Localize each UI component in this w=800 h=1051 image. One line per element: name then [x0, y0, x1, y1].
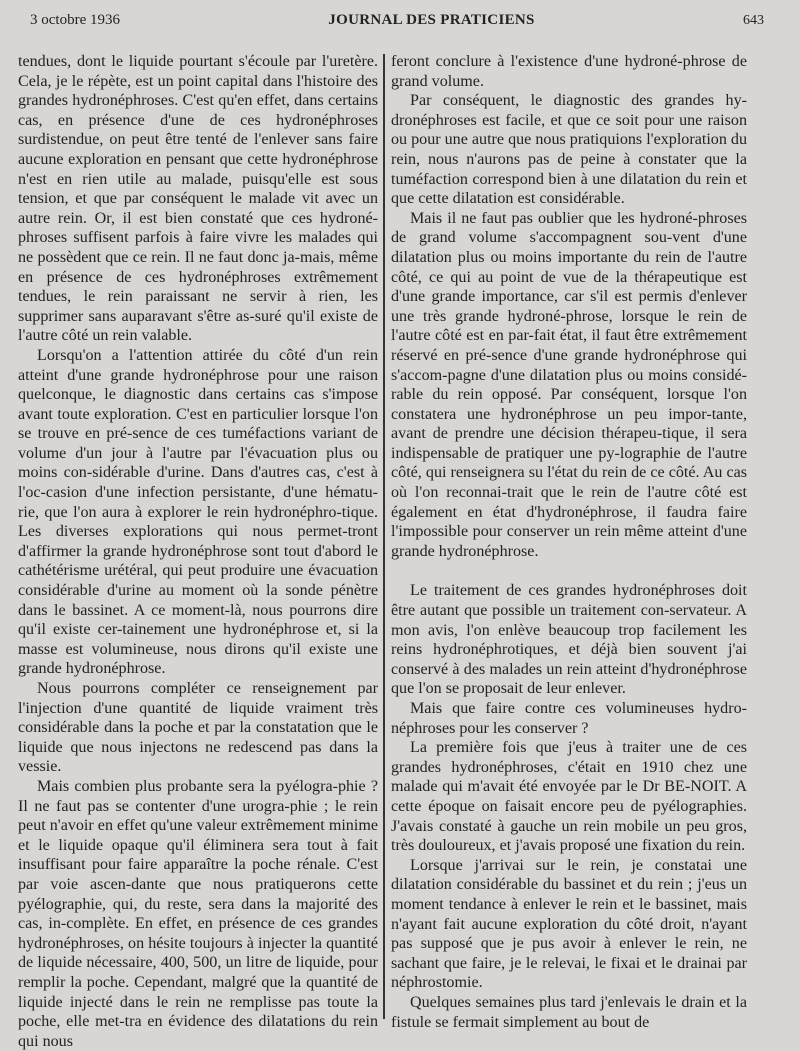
paragraph: Par conséquent, le diagnostic des grandes hy-dronéphroses est facile, et que ce soit pour une raison ou pour une autre que nous pratiquions l'exploration du rein, nous n'aurons pas de peine à constater que la tuméfaction correspond bien à une dilatation du rein et que cette dilatation est considérable.	[391, 92, 747, 208]
column-divider	[383, 54, 385, 1019]
section-break	[391, 561, 747, 581]
paragraph: Quelques semaines plus tard j'enlevais le drain et la fistule se fermait simplement au bout de	[391, 993, 747, 1031]
paragraph: Le traitement de ces grandes hydronéphroses doit être autant que possible un traitement con-servateur. A mon avis, l'on enlève beaucoup trop facilement les reins hydronéphrotiques, et déjà bien souvent j'ai conservé à des malades un rein atteint d'hydronéphrose que l'on se proposait de leur enlever.	[391, 582, 747, 698]
issue-date: 3 octobre 1936	[30, 12, 120, 28]
paragraph: Lorsqu'on a l'attention attirée du côté d'un rein atteint d'une grande hydronéphrose pour une raison quelconque, le diagnostic dans certains cas s'impose avant toute exploration. C'est en particulier lorsque l'on se trouve en pré-sence de ces tuméfactions variant de volume d'un jour à l'autre par l'évacuation plus ou moins con-sidérable d'urine. Dans d'autres cas, c'est à l'oc-casion d'une infection persistante, d'une hématu-rie, que l'on aura à explorer le rein hydronéphro-tique. Les diverses explorations qui nous permet-tront d'affirmer la grande hydronéphrose sont tout d'abord le cathétérisme urétéral, qui peut produire une évacuation considérable d'urine au moment où la sonde pénètre dans le bassinet. A ce moment-là, nous pourrons dire qu'il existe cer-tainement une hydronéphrose et, si la masse est volumineuse, nous dirons qu'il existe une grande hydronéphrose.	[18, 346, 378, 678]
paragraph: feront conclure à l'existence d'une hydroné-phrose de grand volume.	[391, 53, 747, 90]
paragraph: tendues, dont le liquide pourtant s'écoule par l'uretère. Cela, je le répète, est un point capital dans l'histoire des grandes hydronéphroses. C'est qu'en effet, dans certains cas, en présence d'une de ces hydronéphroses surdistendue, on peut être tenté de l'enlever sans faire aucune exploration en pensant que cette hydronéphrose n'est en rien utile au malade, puisqu'elle est sous tension, et que par conséquent le malade vit avec un autre rein. Or, il est bien constaté que ces hydroné-phroses suffisent parfois à faire vivre les malades qui ne possèdent que ce rein. Il ne faut donc ja-mais, même en présence de ces hydronéphroses extrêmement tendues, le rein paraissant ne servir à rien, les supprimer sans auparavant s'être as-suré qu'il existe de l'autre côté un rein valable.	[18, 53, 378, 345]
left-column	[18, 52, 378, 1051]
running-header	[30, 12, 770, 34]
paragraph: Mais combien plus probante sera la pyélogra-phie ? Il ne faut pas se contenter d'une urogra-phie ; le rein peut n'avoir en effet qu'une valeur extrêmement minime et le liquide opaque qu'il éliminera sera tout à fait insuffisant pour faire apparaître la poche rénale. C'est par voie ascen-dante que nous pratiquerons cette pyélographie, qui, du reste, sera dans la majorité des cas, in-complète. En effet, en présence de ces grandes hydronéphroses, on hésite toujours à injecter la quantité de liquide nécessaire, 400, 500, un litre de liquide, pour remplir la poche. Cependant, malgré que la quantité de liquide injecté dans le rein ne remplisse pas toute la poche, elle met-tra en évidence des dilatations du rein qui nous	[18, 777, 378, 1050]
paragraph: La première fois que j'eus à traiter une de ces grandes hydronéphroses, c'était en 1910 chez une malade qui m'avait été envoyée par le Dr BE-NOIT. A cette époque on faisait encore peu de pyélographies. J'avais constaté à gauche un rein mobile un peu gros, très douloureux, et j'avais proposé une fixation du rein.	[391, 739, 747, 855]
journal-title: JOURNAL DES PRATICIENS	[328, 12, 535, 28]
right-column	[391, 52, 747, 1032]
paragraph: Nous pourrons compléter ce renseignement par l'injection d'une quantité de liquide vraiment très considérable dans la poche et par la constatation que le liquide que nous injectons ne redescend pas dans la vessie.	[18, 680, 378, 776]
page-number: 643	[742, 13, 764, 28]
paragraph: Lorsque j'arrivai sur le rein, je constatai une dilatation considérable du bassinet et du rein ; j'eus un moment tendance à enlever le rein et le bassinet, mais n'ayant fait aucune exploration du côté droit, n'ayant pas supposé que je pus avoir à enlever le rein, ne sachant que faire, je le relevai, le fixai et le drainai par néphrostomie.	[391, 856, 747, 992]
paragraph: Mais il ne faut pas oublier que les hydroné-phroses de grand volume s'accompagnent sou-vent d'une dilatation plus ou moins importante du rein de l'autre côté, ce qui au point de vue de la thérapeutique est d'une grande importance, car s'il est permis d'enlever une très grande hydroné-phrose, lorsque le rein de l'autre côté est en par-fait état, il faut être extrêmement réservé en pré-sence d'une grande hydronéphrose qui s'accom-pagne d'une dilatation plus ou moins considé-rable du rein opposé. Par conséquent, lorsque l'on constatera une hydronéphrose un peu impor-tante, avant de prendre une décision thérapeu-tique, il sera indispensable de pratiquer une py-lographie de l'autre côté, qui renseignera su l'état du rein de ce côté. Au cas où l'on reconnai-trait que le rein de l'autre côté est également en état d'hydronéphrose, il faudra faire l'impossible pour conserver un rein même atteint d'une grande hydronéphrose.	[391, 209, 747, 560]
paragraph: Mais que faire contre ces volumineuses hydro-néphroses pour les conserver ?	[391, 700, 747, 737]
